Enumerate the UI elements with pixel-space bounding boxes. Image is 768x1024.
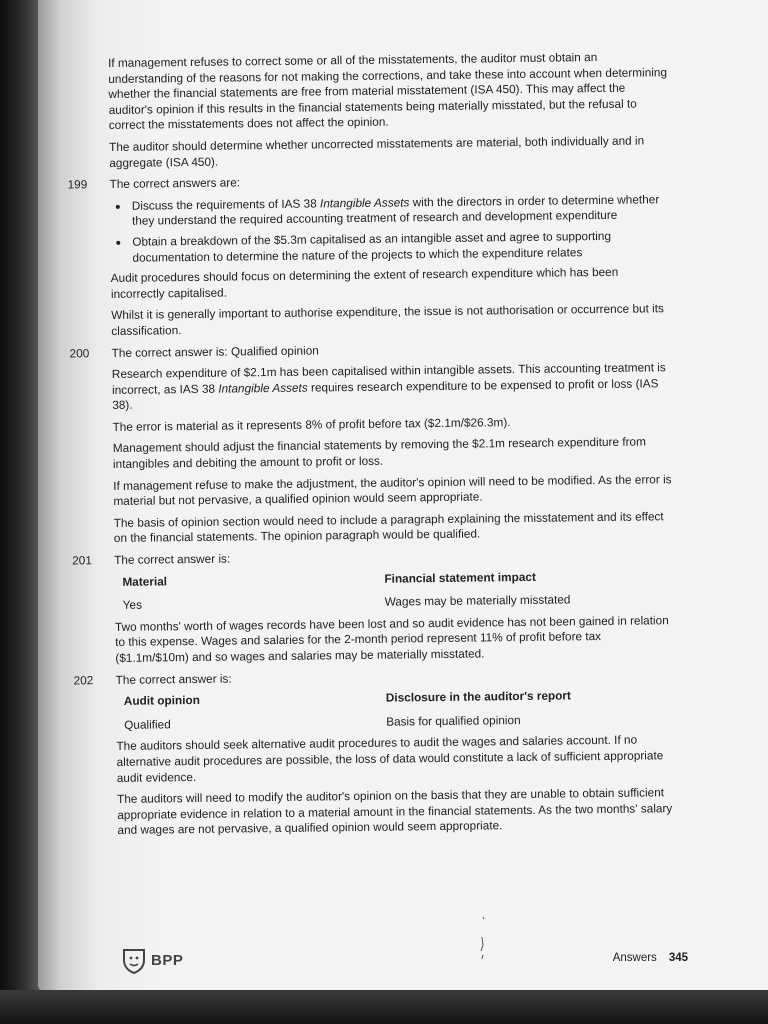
- explanation-paragraph: Research expenditure of $2.1m has been capitalised within intangible assets. This accounting treatment is incorrect, as IAS 38 Intangible Assets requires research expenditure to be expensed to profit or loss (IAS 38).: [111, 360, 666, 413]
- answer-lead: The correct answers are:: [109, 175, 241, 192]
- explanation-paragraph: Audit procedures should focus on determining the extent of research expenditure which has been incorrectly capitalised.: [110, 264, 619, 301]
- column-value: Wages may be materially misstated: [384, 592, 571, 609]
- lion-crest-icon: [120, 946, 148, 974]
- question-number: 199: [67, 177, 88, 192]
- answer-202: [73, 666, 678, 839]
- section-name: Answers: [612, 952, 657, 964]
- answer-table: [122, 568, 674, 614]
- question-number: 201: [72, 553, 92, 568]
- intro-paragraph-1: If management refuses to correct some or all of the misstatements, the auditor must obtain an understanding of the reasons for not making the corrections, and take these into account when determining whether the financial statements are free from material misstatement (ISA 450). This may affect the auditor's opinion if this results in the financial statements being materially misstated, but the refusal to correct the misstatements does not affect the opinion.: [108, 50, 668, 133]
- bpp-logo: [120, 946, 183, 974]
- answers-content: [67, 49, 678, 845]
- explanation-paragraph: Two months' worth of wages records have been lost and so audit evidence has not been gained in relation to this expense. Wages and salaries for the 2-month period represent 11% of profit before tax ($1.1m/$10m) and so wages and salaries may be materially misstated.: [114, 613, 669, 665]
- explanation-paragraph: Whilst it is generally important to authorise expenditure, the issue is not authorisation or occurrence but its classification.: [111, 301, 664, 338]
- column-value: Qualified: [124, 717, 171, 732]
- page-number: 345: [668, 952, 688, 964]
- table-column: [122, 571, 384, 613]
- logo-text: BPP: [151, 951, 184, 969]
- answer-lead: The correct answer is: Qualified opinion: [111, 342, 319, 360]
- answer-bullet-list: [110, 192, 671, 266]
- intro-paragraph-2: The auditor should determine whether uncorrected misstatements are material, both individually and in aggregate (ISA 450).: [109, 133, 645, 170]
- explanation-paragraph: The auditors will need to modify the auditor's opinion on the basis that they are unable to obtain sufficient appropriate evidence in relation to a material amount in the financial statements. As the two months' salary and wages are not pervasive, a qualified opinion would seem appropriate.: [116, 785, 673, 838]
- bullet-item: • Obtain a breakdown of the $5.3m capitalised as an intangible asset and agree to supporting documentation to determine the nature of the projects to which the expenditure relates: [130, 228, 670, 266]
- column-header: Material: [122, 573, 168, 589]
- column-value: Basis for qualified opinion: [386, 712, 521, 729]
- column-header: Disclosure in the auditor's report: [385, 688, 571, 705]
- answer-201: [72, 546, 675, 666]
- explanation-paragraph: The basis of opinion section would need to include a paragraph explaining the misstatement and its effect on the financial statements. The opinion paragraph would be qualified.: [113, 509, 664, 546]
- explanation-paragraph: The auditors should seek alternative audit procedures to audit the wages and salaries account. If no alternative audit procedures are possible, the loss of data would constitute a lack of sufficient appropriate audit evidence.: [116, 732, 664, 785]
- answer-lead: The correct answer is:: [114, 551, 231, 567]
- page-label: [613, 952, 688, 964]
- column-value: Yes: [122, 597, 143, 613]
- explanation-paragraph: If management refuse to make the adjustment, the auditor's opinion will need to be modified. As the error is material but not pervasive, a qualified opinion would seem appropriate.: [113, 471, 672, 509]
- answer-lead: The correct answer is:: [115, 671, 232, 687]
- column-header: Financial statement impact: [384, 569, 536, 586]
- table-column: [386, 687, 666, 730]
- question-number: 200: [69, 345, 90, 360]
- answer-199: [67, 170, 671, 339]
- table-column: [124, 691, 386, 733]
- explanation-paragraph: The error is material as it represents 8% of profit before tax ($2.1m/$26.3m).: [112, 414, 511, 434]
- answer-200: [69, 339, 674, 547]
- table-column: [384, 568, 664, 611]
- column-header: Audit opinion: [123, 693, 200, 709]
- scanner-bottom-edge: [0, 990, 768, 1024]
- bullet-item: • Discuss the requirements of IAS 38 Intangible Assets with the directors in order to determine whether they understand the required accounting treatment of research and development expenditure: [130, 192, 670, 230]
- explanation-paragraph: Management should adjust the financial statements by removing the $2.1m research expenditure from intangibles and debiting the amount to profit or loss.: [112, 434, 646, 472]
- page-footer: [120, 946, 688, 980]
- answer-table: [124, 687, 676, 733]
- question-number: 202: [73, 672, 94, 688]
